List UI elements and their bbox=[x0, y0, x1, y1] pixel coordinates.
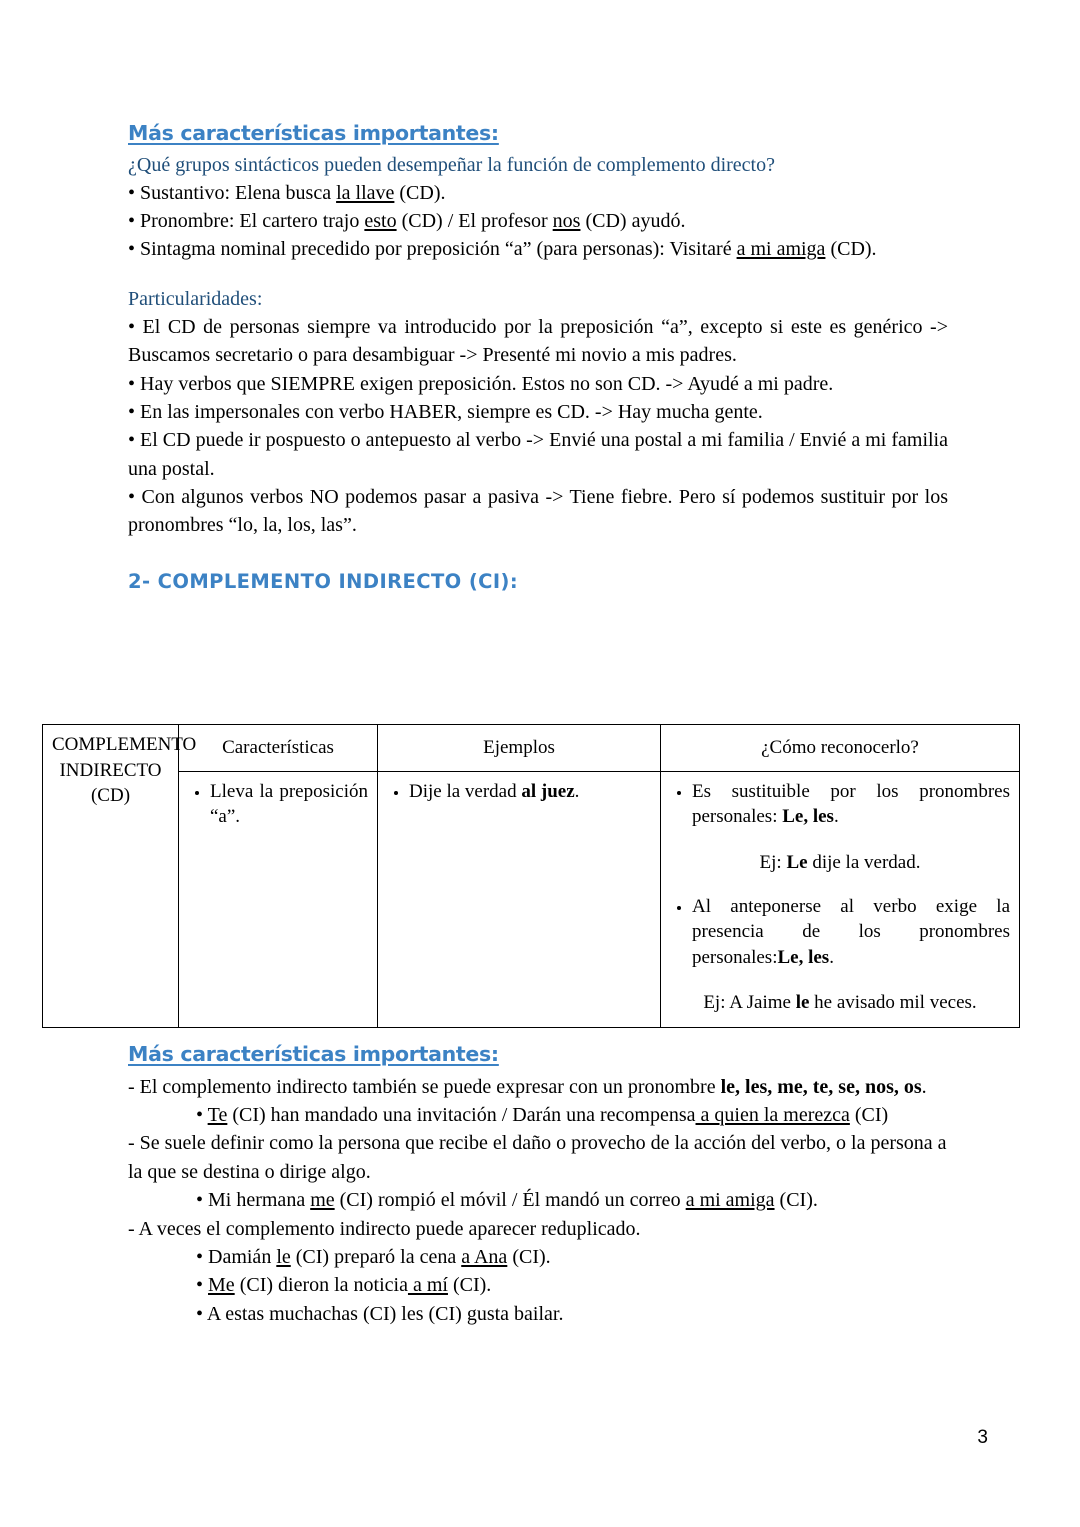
ci-b4-mid: (CI) dieron la noticia bbox=[234, 1274, 408, 1297]
ci-b2-mid: (CI) rompió el móvil / Él mandó un correo bbox=[334, 1189, 686, 1212]
particularidad-item-1: • El CD de personas siempre va introducido por la preposición “a”, excepto si este es genérico -> Buscamos secretario o para desambiguar -> Presenté mi novio a mis padres. bbox=[128, 315, 948, 367]
cd-bullet-sustantivo-prefix: • Sustantivo: Elena busca bbox=[128, 181, 337, 204]
ci-b3-mid: (CI) preparó la cena bbox=[290, 1245, 462, 1268]
ci-paragraph-3: - A veces el complemento indirecto puede aparecer reduplicado. bbox=[128, 1217, 641, 1240]
ci-p1-suffix: . bbox=[921, 1075, 927, 1098]
particularidad-item-2: • Hay verbos que SIEMPRE exigen preposición. Estos no son CD. -> Ayudé a mi padre. bbox=[128, 372, 834, 395]
ci-b2-underline-2: a mi amiga bbox=[685, 1189, 775, 1212]
cd-question-line: ¿Qué grupos sintácticos pueden desempeñar la función de complemento directo? bbox=[128, 153, 775, 176]
table-body-row bbox=[43, 771, 1020, 1027]
ci-b4-underline-1: Me bbox=[208, 1274, 235, 1297]
cd-bullet-sintagma-underlined: a mi amiga bbox=[736, 238, 826, 261]
ejemplo-prefix: Dije la verdad bbox=[409, 780, 522, 802]
reconocerlo-1-suffix: . bbox=[833, 806, 839, 828]
cd-bullet-sustantivo-underlined: la llave bbox=[336, 181, 395, 204]
reconocerlo-list-2 bbox=[670, 894, 1010, 971]
reconocerlo-1-prefix: Es sustituible por los pronombres personales: bbox=[692, 780, 1010, 828]
ci-b1-underline-2: a quien la merezca bbox=[695, 1103, 850, 1126]
table-row-label-line1: COMPLEMENTO bbox=[52, 734, 197, 755]
cd-bullet-sustantivo bbox=[128, 179, 948, 207]
ci-b5-text: • A estas muchachas (CI) les (CI) gusta bailar. bbox=[196, 1302, 564, 1325]
ej1-bold: Le bbox=[786, 851, 808, 873]
table-header-reconocerlo: ¿Cómo reconocerlo? bbox=[661, 725, 1020, 772]
list-item bbox=[692, 779, 1010, 830]
spacer-1 bbox=[128, 264, 948, 286]
ej1-prefix: Ej: bbox=[759, 851, 787, 873]
reconocerlo-1-bold: Le, les bbox=[782, 806, 834, 828]
complemento-indirecto-table bbox=[42, 724, 1020, 1028]
cd-bullet-sintagma-prefix: • Sintagma nominal precedido por preposición “a” (para personas): Visitaré bbox=[128, 238, 737, 261]
cd-bullet-pronombre-suffix: (CD) ayudó. bbox=[580, 209, 686, 232]
list-item: • Lleva la preposición “a”. bbox=[210, 779, 368, 830]
cd-bullet-pronombre-underlined-1: esto bbox=[364, 209, 397, 232]
table-cell-caracteristicas bbox=[179, 771, 378, 1027]
cd-bullet-pronombre-prefix: • Pronombre: El cartero trajo bbox=[128, 209, 365, 232]
ci-b2-prefix: • Mi hermana bbox=[196, 1189, 311, 1212]
ej2-prefix: Ej: A Jaime bbox=[703, 992, 796, 1014]
caracteristicas-list bbox=[188, 779, 368, 830]
list-item bbox=[409, 779, 651, 805]
ej2-bold: le bbox=[795, 992, 810, 1014]
ci-b1-suffix: (CI) bbox=[849, 1103, 889, 1126]
table-row-label-line2: INDIRECTO bbox=[59, 759, 162, 781]
heading-mas-caracteristicas-ci: Más características importantes: bbox=[128, 1042, 499, 1066]
reconocerlo-2-prefix: Al anteponerse al verbo exige la presencia de los pronombres personales: bbox=[692, 895, 1010, 968]
ci-b3-prefix: • Damián bbox=[196, 1245, 277, 1268]
spacer-2 bbox=[128, 540, 948, 570]
ej2-suffix: he avisado mil veces. bbox=[809, 992, 977, 1014]
main-content bbox=[128, 122, 948, 593]
table-header-row bbox=[43, 725, 1020, 772]
ci-example-muchachas bbox=[128, 1300, 948, 1328]
reconocerlo-list-1 bbox=[670, 779, 1010, 830]
heading-mas-caracteristicas-cd: Más características importantes: bbox=[128, 121, 499, 145]
ej1-suffix: dije la verdad. bbox=[807, 851, 921, 873]
reconocerlo-ejemplo-1 bbox=[670, 850, 1010, 876]
cd-bullet-pronombre-underlined-2: nos bbox=[552, 209, 581, 232]
reconocerlo-2-suffix: . bbox=[829, 946, 834, 968]
ci-b4-prefix: • bbox=[196, 1274, 209, 1297]
ci-b4-underline-2: a mí bbox=[407, 1274, 448, 1297]
ci-example-damian bbox=[128, 1243, 948, 1271]
ci-example-te bbox=[128, 1101, 948, 1129]
reconocerlo-ejemplo-2 bbox=[670, 990, 1010, 1016]
page-number: 3 bbox=[977, 1427, 988, 1448]
ci-b2-suffix: (CI). bbox=[774, 1189, 818, 1212]
ci-b1-underline-1: Te bbox=[207, 1103, 228, 1126]
ejemplos-list bbox=[387, 779, 651, 805]
ci-paragraph-1 bbox=[128, 1073, 948, 1101]
ejemplo-bold: al juez bbox=[521, 780, 575, 802]
ci-p1-prefix: - El complemento indirecto también se puede expresar con un pronombre bbox=[128, 1075, 721, 1098]
cd-bullet-pronombre bbox=[128, 207, 948, 235]
particularidad-item-5: • Con algunos verbos NO podemos pasar a pasiva -> Tiene fiebre. Pero sí podemos sustituir por los pronombres “lo, la, los, las”. bbox=[128, 486, 948, 537]
ci-p1-bold: le, les, me, te, se, nos, os bbox=[720, 1075, 922, 1098]
table-row-label-line3: (CD) bbox=[90, 785, 131, 807]
ci-b3-underline-2: a Ana bbox=[461, 1245, 508, 1268]
ci-b3-suffix: (CI). bbox=[507, 1245, 551, 1268]
table-header-ejemplos: Ejemplos bbox=[378, 725, 661, 772]
section-title-complemento-indirecto: 2- COMPLEMENTO INDIRECTO (CI): bbox=[128, 569, 519, 593]
ci-example-mi-hermana bbox=[128, 1186, 948, 1214]
particularidad-item-3: • En las impersonales con verbo HABER, siempre es CD. -> Hay mucha gente. bbox=[128, 400, 763, 423]
ci-b3-underline-1: le bbox=[276, 1245, 291, 1268]
cd-bullet-pronombre-mid: (CD) / El profesor bbox=[396, 209, 553, 232]
ci-b2-underline-1: me bbox=[310, 1189, 335, 1212]
ci-b1-bullet: • bbox=[196, 1103, 208, 1126]
after-table-content bbox=[128, 1043, 948, 1328]
table-header-caracteristicas: Características bbox=[179, 725, 378, 772]
ci-example-me bbox=[128, 1271, 948, 1299]
ejemplo-suffix: . bbox=[574, 780, 580, 802]
heading-particularidades: Particularidades: bbox=[128, 287, 263, 310]
ci-paragraph-2: - Se suele definir como la persona que recibe el daño o provecho de la acción del verbo, o la persona a la que se destina o dirige algo. bbox=[128, 1132, 947, 1183]
reconocerlo-2-bold: Le, les bbox=[777, 946, 830, 968]
ci-b4-suffix: (CI). bbox=[447, 1274, 492, 1297]
cd-bullet-sintagma bbox=[128, 235, 948, 263]
cd-bullet-sustantivo-suffix: (CD). bbox=[394, 181, 446, 204]
list-item bbox=[692, 894, 1010, 971]
ci-b1-mid: (CI) han mandado una invitación / Darán una recompensa bbox=[227, 1103, 696, 1126]
cd-bullet-sintagma-suffix: (CD). bbox=[825, 238, 877, 261]
table-cell-ejemplos bbox=[378, 771, 661, 1027]
table-row-label-cell bbox=[43, 725, 197, 1028]
table-cell-reconocerlo bbox=[661, 771, 1020, 1027]
particularidad-item-4: • El CD puede ir pospuesto o antepuesto al verbo -> Envié una postal a mi familia / Envié a mi familia una postal. bbox=[128, 429, 948, 480]
